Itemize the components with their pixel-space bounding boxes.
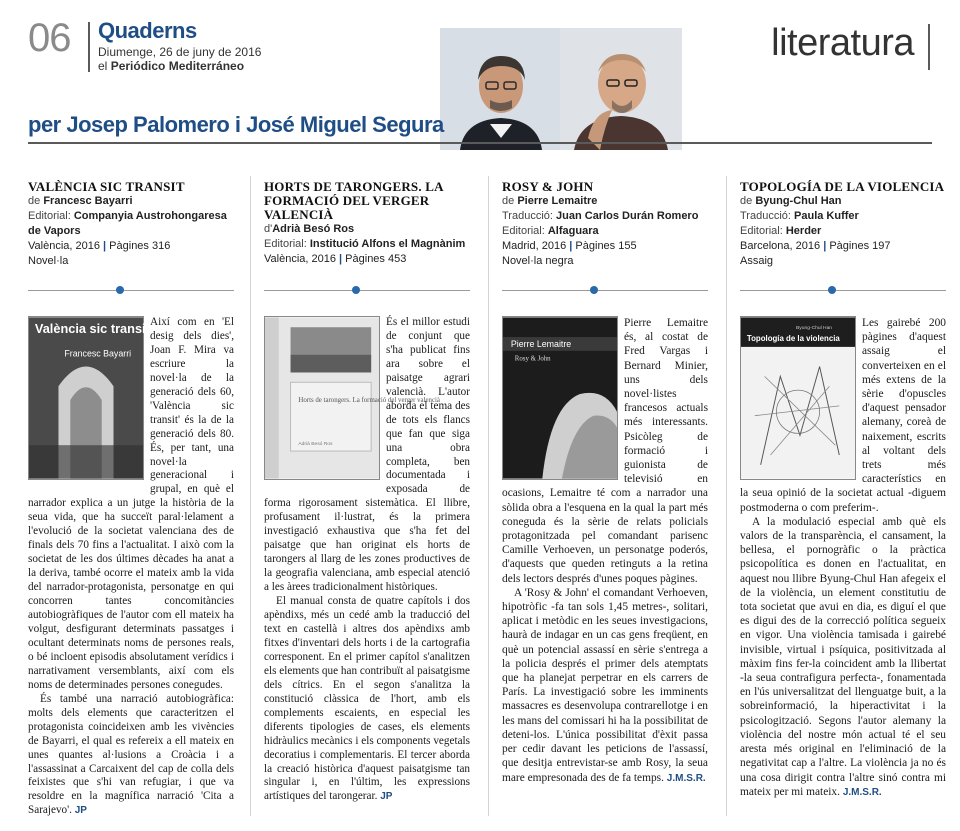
cover-title-text: Horts de tarongers. La formació del verger valencià bbox=[298, 396, 440, 404]
author-prefix: de bbox=[28, 195, 41, 207]
cover-author-text: Francesc Bayarri bbox=[64, 348, 132, 359]
cover-author-text: Adrià Besó Ros bbox=[298, 442, 333, 448]
column-divider bbox=[726, 176, 727, 816]
portrait-image bbox=[560, 28, 682, 150]
header-rule bbox=[28, 142, 932, 144]
cover-float-spacer bbox=[502, 316, 624, 486]
book-place-year: Barcelona, 2016 bbox=[740, 240, 821, 252]
review-card bbox=[502, 176, 708, 269]
book-editorial-line bbox=[264, 237, 470, 252]
book-publisher: Alfaguara bbox=[547, 225, 599, 237]
book-pages: Pàgines 155 bbox=[575, 240, 637, 252]
book-pages: Pàgines 453 bbox=[345, 253, 407, 265]
review-paragraph: Pierre Lemaitre és, al costat de Fred Vargas i Bernard Minier, uns dels novel·listes francesos actuals més interessants. Psicòleg de formació i guionista de televisió en ocasions, Lemaitre té com a narrador una sòlida obra a l'esquena en la qual la part més coneguda és la sèrie de relats policials protagonitzada pel comandant parisenc Camille Verhoeven, un personatge poderós, d'aquests que queden retinguts a la retina dels lectors després d'unes poques pàgines. bbox=[502, 317, 708, 585]
book-publisher: Herder bbox=[785, 225, 822, 237]
reviewer-signature: JP bbox=[74, 805, 87, 817]
meta-key: Traducció: bbox=[502, 210, 553, 222]
book-pubinfo-line bbox=[264, 252, 470, 267]
author-prefix: de bbox=[502, 195, 515, 207]
author-prefix: d' bbox=[264, 223, 273, 235]
separator: | bbox=[569, 240, 573, 252]
book-author: Byung-Chul Han bbox=[755, 195, 842, 207]
publisher-name: Periódico Mediterráneo bbox=[110, 59, 245, 73]
review-paragraph-text: El manual consta de quatre capítols i dos apèndixs, més un cedé amb la traducció del text en castellà i altres dos apèndixs amb fitxes d'inventari dels horts i de la cartografia corresponent. En el primer capítol s'analitzen els elements que han contribuït al paisatgisme dels cítrics. En el segon s'analitza la constitució clàssica de l'hort, amb els complements escaients, en especial les diferents tipologies de cases, els elements hidràulics mecànics i els components vegetals decoratius i complementaris. El tercer aborda la creació històrica d'aquest paisatgisme tan singular i, en l'últim, les expressions artístiques del tarongerar. bbox=[264, 595, 470, 803]
meta-key: Traducció: bbox=[740, 210, 791, 222]
review-paragraph-closing bbox=[28, 693, 234, 819]
review-paragraph: És el millor estudi de conjunt que s'ha publicat fins ara sobre el paisatge agrari valencià. L'autor aborda el tema des de tots els flancs que fan que siga una obra completa, ben documentada i exposada de forma rigorosament sistemàtica. El llibre, profusament il·lustrat, és la primera investigació exhaustiva que s'ha fet del paisatge que han originat els horts de tarongers al llarg de les zones productives de la geografia valenciana, amb especial atenció a les àrees tradicionalment històriques. bbox=[264, 316, 470, 594]
book-place-year: València, 2016 bbox=[28, 240, 100, 252]
review-card bbox=[740, 176, 946, 269]
book-author-line bbox=[740, 194, 946, 209]
meta-key: Editorial: bbox=[264, 238, 307, 250]
review-divider bbox=[28, 290, 234, 291]
divider-dot bbox=[352, 286, 360, 294]
cover-title-text: Topología de la violencia bbox=[746, 334, 840, 343]
book-pubinfo-line bbox=[502, 239, 708, 254]
book-genre: Novel·la bbox=[28, 255, 69, 267]
review-body bbox=[264, 316, 470, 804]
book-title: HORTS DE TARONGERS. LA FORMACIÓ DEL VERGER VALENCIÀ bbox=[264, 179, 444, 222]
book-title: TOPOLOGÍA DE LA VIOLENCIA bbox=[740, 179, 945, 194]
meta-key: Editorial: bbox=[28, 210, 71, 222]
section-title: literatura bbox=[771, 22, 914, 64]
book-place-year: València, 2016 bbox=[264, 253, 336, 265]
author-photo-1 bbox=[440, 28, 562, 150]
separator: | bbox=[103, 240, 107, 252]
book-author-line bbox=[502, 194, 708, 209]
book-pages: Pàgines 197 bbox=[829, 240, 891, 252]
author-photo-2 bbox=[560, 28, 682, 150]
meta-key: Editorial: bbox=[740, 225, 783, 237]
column-divider bbox=[250, 176, 251, 816]
review-paragraph-text: A 'Rosy & John' el comandant Verhoeven, hipotròfic -fa tan sols 1,45 metres-, solitari, aplicat i metòdic en les seues investigacions, haurà de indagar en un cas gens freqüent, en què un potencial assassí en sèrie s'entrega a la policia després el primer dels atemptats que ha planejat perpetrar en els carrers de París. La investigació sobre les imminents massacres es desenvolupa contrarellotge i en les mans del comissari hi ha la possibilitat de deteni-los. L'única possibilitat d'èxit passa per cedir davant les peticions de l'assassí, que desitja entrevistar-se amb Rosy, la seua mare empresonada des de fa temps. bbox=[502, 586, 708, 784]
supplement-brand: Quaderns bbox=[98, 18, 197, 43]
book-editorial-line bbox=[28, 209, 234, 239]
book-translator-line bbox=[740, 209, 946, 224]
book-author-line bbox=[28, 194, 234, 209]
book-editorial-line bbox=[502, 224, 708, 239]
masthead-divider bbox=[88, 22, 90, 72]
book-title: VALÈNCIA SIC TRANSIT bbox=[28, 179, 185, 194]
section-divider bbox=[928, 24, 930, 70]
book-translator: Juan Carlos Durán Romero bbox=[556, 210, 699, 222]
book-genre: Assaig bbox=[740, 255, 774, 267]
book-translator: Paula Kuffer bbox=[794, 210, 859, 222]
review-paragraph-text: És també una narració autobiogràfica: molts dels elements que caracteritzen el protagonista coincideixen amb les vivències de Bayarri, el qual es refereix a ell mateix en unes quantes al·lusions a Croàcia i a l'assassinat a Carcaixent del cap de colla dels feixistes que s'hi van refugiar, i que va resoldre en la magnífica narració 'Cita a Sarajevo'. bbox=[28, 692, 234, 817]
issue-date: Diumenge, 26 de juny de 2016 bbox=[98, 45, 262, 59]
book-translator-line bbox=[502, 209, 708, 224]
cover-float-spacer bbox=[264, 316, 386, 486]
book-author-line bbox=[264, 222, 470, 237]
book-editorial-line bbox=[740, 224, 946, 239]
review-divider bbox=[740, 290, 946, 291]
book-publisher: Companyia Austrohongaresa de Vapors bbox=[28, 210, 227, 237]
reviewer-signature: J.M.S.R. bbox=[666, 772, 706, 784]
publisher-line bbox=[98, 59, 244, 73]
book-author: Francesc Bayarri bbox=[43, 195, 133, 207]
book-publisher: Institució Alfons el Magnànim bbox=[309, 238, 466, 250]
book-genre: Novel·la negra bbox=[502, 255, 574, 267]
review-paragraph-closing bbox=[502, 586, 708, 786]
separator: | bbox=[339, 253, 343, 265]
portrait-image bbox=[440, 28, 562, 150]
masthead bbox=[0, 0, 960, 150]
review-body bbox=[502, 316, 708, 786]
book-pages: Pàgines 316 bbox=[109, 240, 171, 252]
author-prefix: de bbox=[740, 195, 753, 207]
book-title: ROSY & JOHN bbox=[502, 179, 594, 194]
reviewer-signature: J.M.S.R. bbox=[842, 786, 882, 798]
book-author: Adrià Besó Ros bbox=[272, 223, 355, 235]
review-paragraph-text: A la modulació especial amb què els valors de la transparència, el cansament, la bellesa, el pornogràfic o la pràctica psicopolítica es donen en l'actualitat, en aquest nou llibre Byung-Chul Han afegeix el de la violència, un element constitutiu de tota societat que avui en dia, es diguí el que es digui des de la correcció política segueix en vigor. Una violència tamisada i gairebé invisible, virtual i psíquica, positivitzada al màxim fins fer-la coincident amb la llibertat -la seua contrafigura perfecta-, fonamentada en l'ús universalitzat del llenguatge buit, a la sobreinformació, la hiperactivitat i la psicologització. Segons l'autor alemany la violència del nostre món actual té el seu aresta més original en l'eliminació de la negativitat cap a l'altre. La violència ja no és una cosa dirigit contra l'altre sinó contra mi mateix per mi mateix. bbox=[740, 515, 946, 798]
cover-float-spacer bbox=[740, 316, 862, 486]
review-body bbox=[740, 316, 946, 800]
book-pubinfo-line bbox=[28, 239, 234, 254]
cover-author-text: Pierre Lemaitre bbox=[510, 338, 572, 349]
book-pubinfo-line bbox=[740, 239, 946, 254]
cover-title-text: Rosy & John bbox=[514, 355, 551, 363]
reviewer-signature: JP bbox=[380, 791, 393, 803]
column-divider bbox=[488, 176, 489, 816]
separator: | bbox=[823, 240, 827, 252]
divider-dot bbox=[828, 286, 836, 294]
divider-dot bbox=[590, 286, 598, 294]
review-card bbox=[264, 176, 470, 267]
review-card bbox=[28, 176, 234, 269]
review-paragraph-closing bbox=[264, 595, 470, 804]
book-author: Pierre Lemaitre bbox=[517, 195, 598, 207]
cover-title-text: València sic transit bbox=[34, 321, 150, 337]
page-number: 06 bbox=[28, 16, 71, 60]
meta-key: Editorial: bbox=[502, 225, 545, 237]
review-paragraph: Les gairebé 200 pàgines d'aquest assaig el converteixen en el més extens de la sèrie d'opuscles d'aquest pensador alemany, coreà de naixement, escrits al voltant dels trets més característics en la seua opinió de la societat actual -diguem postmoderna o com preferim-. bbox=[740, 317, 946, 514]
publisher-prefix: el bbox=[98, 59, 108, 73]
divider-dot bbox=[116, 286, 124, 294]
cover-author-text: Byung-Chul Han bbox=[796, 326, 833, 332]
review-paragraph: Així com en 'El desig dels dies', Joan F. Mira va escriure la novel·la de la generació dels 60, 'València sic transit' és la de la generació dels 80. És, per tant, una novel·la generacional i grupal, en què el narrador explica a un jutge la història de la seua vida, que ha succeït paral·lelament a l'evolució de la societat valenciana des de finals dels 70 fins a l'actualitat. I això com la societat de les dos últimes dècades ha anat a la deriva, també ocorre el mateix amb la vida del narrador-protagonista, personatge en qui concorren tantes concomitàncies autobiogràfiques de l'autor com ell mateix ha volgut, desfigurant determinats passatges i ocultant determinats noms de persones reals, o bé incloent episodis absolutament verídics i narrativament versemblants, així com els noms de determinades persones conegudes. bbox=[28, 316, 234, 691]
byline: per Josep Palomero i José Miguel Segura bbox=[28, 112, 444, 137]
book-place-year: Madrid, 2016 bbox=[502, 240, 567, 252]
review-paragraph-closing bbox=[740, 515, 946, 800]
cover-float-spacer bbox=[28, 316, 150, 486]
review-divider bbox=[264, 290, 470, 291]
review-divider bbox=[502, 290, 708, 291]
review-body bbox=[28, 316, 234, 818]
